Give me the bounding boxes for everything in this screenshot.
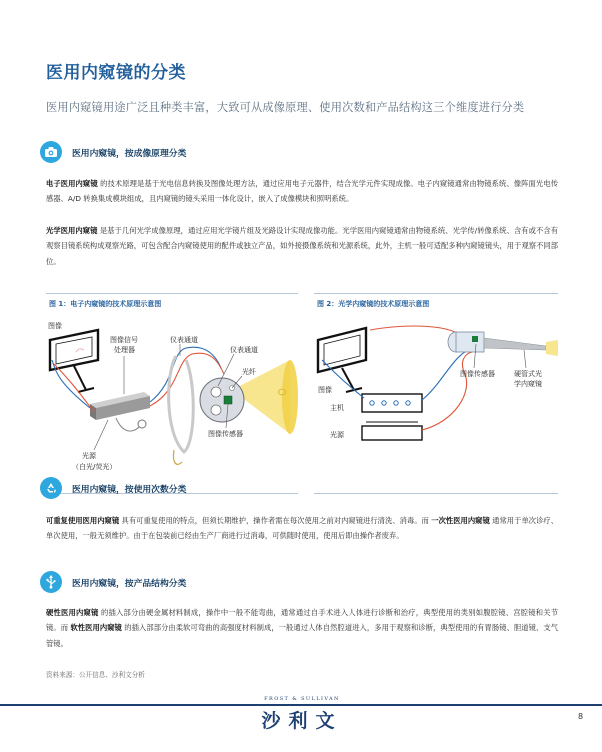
- figure-optical-endoscope: [314, 293, 558, 494]
- label-channel-inner: 仪表通道: [230, 346, 258, 354]
- label-light-2: （白光/荧光）: [72, 463, 117, 471]
- figure-caption: 图 1：电子内窥镜的技术原理示意图: [49, 300, 162, 308]
- page-title: 医用内窥镜的分类: [46, 63, 186, 83]
- scope-tip-icon: [200, 378, 244, 422]
- section-imaging-principle: [40, 138, 186, 166]
- label-processor-1: 图像信号: [110, 336, 138, 344]
- label-light: 光源: [330, 431, 344, 439]
- term-bold: 软性医用内窥镜: [70, 623, 122, 633]
- label-fiber: 光纤: [242, 368, 256, 376]
- brand-logo: 沙利文: [250, 706, 354, 733]
- electronic-endoscope-diagram: [46, 312, 298, 492]
- brand-english: FROST & SULLIVAN: [262, 696, 342, 702]
- label-processor-2: 处理器: [114, 346, 135, 354]
- term-bold: 光学医用内窥镜: [46, 226, 98, 235]
- label-sensor: 图像传感器: [460, 370, 495, 378]
- paragraph: [46, 223, 558, 269]
- figure-caption: 图 2：光学内窥镜的技术原理示意图: [317, 300, 430, 308]
- label-channel: 仪表通道: [170, 336, 198, 344]
- processor-box-icon: [90, 392, 150, 420]
- term-bold: 一次性医用内窥镜: [431, 516, 490, 525]
- section-usage-count: [40, 474, 186, 502]
- source-note: 资料来源：公开信息、沙利文分析: [46, 671, 145, 679]
- paragraph: [46, 605, 558, 651]
- camera-icon: [40, 141, 62, 163]
- section-heading: 医用内窥镜，按产品结构分类: [72, 578, 187, 589]
- label-host: 主机: [330, 404, 344, 412]
- label-light-1: 光源: [82, 452, 96, 460]
- text-run: 的技术原理是基于光电信息转换及图像处理方法，通过应用电子元器件，结合光学元件实现成像。电子内窥镜通常由物镜系统、像阵面光电传感器、A/D 转换集成模块组成，且内窥镜的镜头采用一体化设计，嵌入了成像模块和照明系统。: [46, 179, 558, 204]
- label-sensor: 图像传感器: [208, 430, 243, 438]
- monitor-icon: [50, 330, 98, 392]
- text-run: 通常用于单次诊疗、单次使用，一般无须维护。由于在包装前已经由生产厂商进行过消毒，可供随时使用，使用后即由操作者废弃。: [46, 516, 559, 541]
- label-image: 图像: [318, 386, 332, 394]
- text-run: 的插入部部分由柔软可弯曲的高强度材料制成，一般通过人体自然腔道进入，多用于观察和诊断，典型使用的有胃肠镜、胆道镜、支气管镜。: [46, 623, 558, 648]
- figure-electronic-endoscope: [46, 293, 298, 494]
- page-subtitle: 医用内窥镜用途广泛且种类丰富，大致可从成像原理、使用次数和产品结构这三个维度进行分类: [46, 101, 525, 114]
- optical-endoscope-diagram: [314, 312, 558, 492]
- camera-head-icon: [448, 332, 484, 352]
- label-scope-1: 硬管式光: [514, 370, 542, 378]
- label-scope-2: 学内窥镜: [514, 380, 542, 388]
- term-bold: 硬性医用内窥镜: [46, 608, 99, 617]
- term-bold: 电子医用内窥镜: [46, 179, 98, 188]
- page-number: 8: [578, 712, 584, 721]
- paragraph: [46, 176, 558, 207]
- text-run: 具有可重复使用的特点，但须长期维护，操作者需在每次使用之前对内窥镜进行清洗、消毒。而: [119, 516, 432, 525]
- recycle-icon: [40, 477, 62, 499]
- usb-icon: [40, 571, 62, 593]
- term-bold: 可重复使用医用内窥镜: [46, 516, 120, 525]
- text-run: 的插入部分由硬金属材料制成，操作中一般不能弯曲，通常通过自手术进入人体进行诊断和治疗，典型使用的类别如腹腔镜、宫腔镜和关节镜。而: [46, 608, 558, 633]
- section-product-structure: [40, 568, 186, 596]
- section-heading: 医用内窥镜，按成像原理分类: [72, 148, 187, 159]
- label-image: 图像: [48, 322, 62, 330]
- monitor-icon: [318, 328, 366, 392]
- paragraph: [46, 513, 558, 544]
- section-heading: 医用内窥镜，按使用次数分类: [72, 484, 187, 495]
- text-run: 是基于几何光学成像原理，通过应用光学镜片组及光路设计实现成像功能。光学医用内窥镜通常由物镜系统、光学传/转像系统、含有或不含有观察目镜系统构成观察光路，可包含配合内窥镜使用的配件或独立产品，如外接摄像系统和光源系统，此外，主机一般可适配多种内窥镜镜头，用于观察不同部位。: [46, 226, 558, 266]
